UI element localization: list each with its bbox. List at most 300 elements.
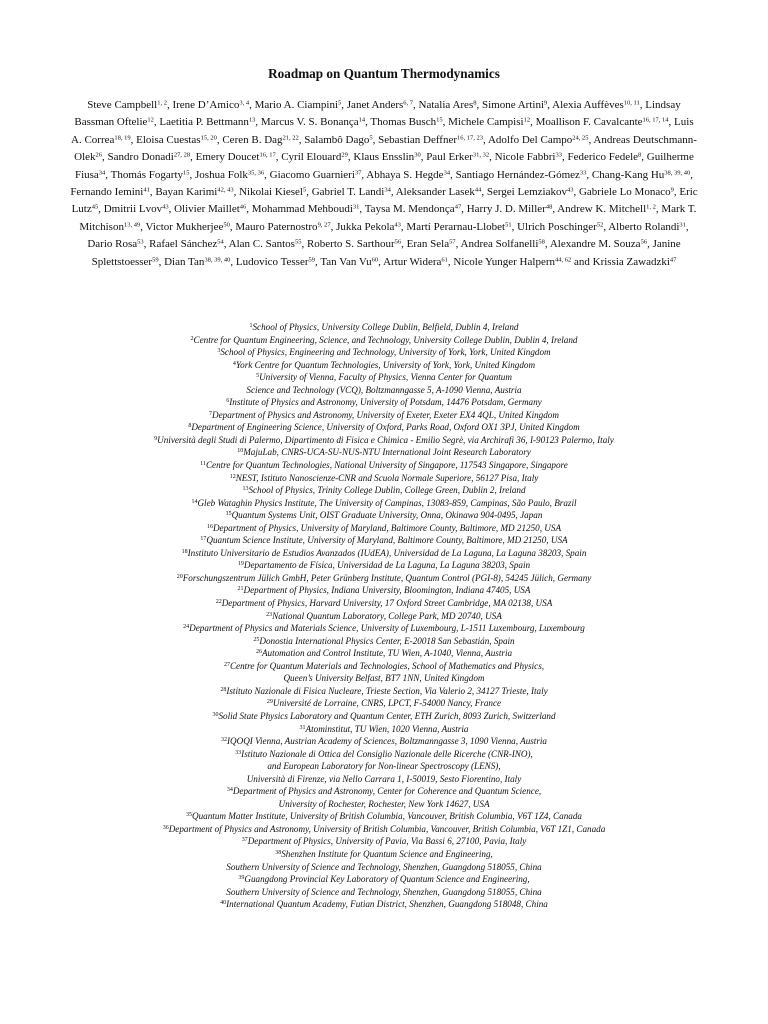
affiliation-line [0, 459, 768, 472]
affiliation-text: Science and Technology (VCQ), Boltzmanngasse 5, A-1090 Vienna, Austria [246, 384, 522, 395]
author-affiliation-ref: 26 [95, 151, 103, 159]
author: Steve Campbell$^{1, 2}$, [87, 99, 170, 111]
affiliation-text: School of Physics, Trinity College Dublin, College Green, Dublin 2, Ireland [248, 485, 526, 496]
affiliation-text: Institute of Physics and Astronomy, University of Potsdam, 14476 Potsdam, Germany [229, 397, 542, 408]
author: Alan C. Santos$^{55}$, [228, 238, 305, 251]
author: Gabriel T. Landi$^{34}$, [311, 186, 394, 199]
author-name: Emery Doucet [195, 151, 260, 164]
author: Martí Perarnau-Llobet$^{51}$, [406, 220, 515, 233]
author-affiliation-ref: 46 [239, 203, 247, 211]
affiliation-number: 29 [266, 699, 273, 706]
author-name: Marcus V. S. Bonança [260, 116, 359, 129]
author-affiliation-ref: 35, 36 [247, 169, 265, 177]
affiliation-text: Quantum Science Institute, University of Maryland, Baltimore County, Baltimore, MD 21250, USA [206, 535, 568, 546]
author-affiliation-ref: 15, 20 [200, 134, 217, 142]
author-name: Joshua Folk [195, 168, 248, 181]
author-name: Salambô Dago [304, 133, 370, 146]
author-name: Dmitrii Lvov [103, 203, 163, 216]
author-name: Jukka Pekola [336, 220, 395, 233]
affiliation-number: 25 [253, 636, 260, 643]
author-name: Lindsay Bassman Oftelie [74, 99, 681, 129]
affiliation-text: IQOQI Vienna, Austrian Academy of Sciences, Boltzmanngasse 3, 1090 Vienna, Austria [226, 736, 547, 747]
affiliation-line [0, 848, 768, 861]
author: Thomas Busch$^{15}$, [370, 116, 446, 129]
affiliation-text: University of Rochester, Rochester, New York 14627, USA [278, 798, 490, 809]
author-name: Dario Rosa [87, 238, 138, 251]
affiliation-line [0, 647, 768, 660]
author-name: Irene D’Amico [172, 99, 240, 111]
affiliation-text: and European Laboratory for Non-linear Spectroscopy (LENS), [267, 761, 501, 772]
author: Adolfo Del Campo$^{24, 25}$, [487, 133, 592, 146]
author-name: Paul Erker [426, 151, 473, 164]
author: Alexandre M. Souza$^{56}$, [549, 238, 650, 251]
author-affiliation-ref: 47 [669, 256, 677, 264]
affiliation-text: Centre for Quantum Materials and Technologies, School of Mathematics and Physics, [229, 660, 545, 671]
author-name: Eloisa Cuestas [136, 133, 201, 146]
author: Gabriele Lo Monaco$^9$, [578, 186, 677, 199]
author: Laetitia P. Bettmann$^{13}$, [159, 116, 259, 129]
author: Thomás Fogarty$^{15}$, [110, 168, 193, 181]
author [593, 256, 677, 268]
author: Irene D’Amico$^{3, 4}$, [172, 99, 252, 111]
affiliation-line [0, 584, 768, 597]
author: Ceren B. Dag$^{21, 22}$, [222, 133, 302, 146]
affiliation-number: 27 [223, 661, 230, 668]
author: Aleksander Lasek$^{44}$, [395, 186, 485, 199]
author: Bayan Karimi$^{42, 43}$, [155, 186, 237, 199]
author-affiliation-ref: 50 [223, 221, 230, 229]
author-name: Alexia Auffèves [552, 99, 624, 111]
author-name: Mark T. Mitchison [79, 203, 697, 233]
author: Dian Tan$^{38, 39, 40}$, [164, 255, 234, 268]
affiliation-number: 35 [186, 812, 193, 819]
affiliation-line [0, 873, 768, 886]
author-name: Adolfo Del Campo [487, 133, 573, 146]
affiliation-text: Department of Physics, Harvard University, 17 Oxford Street Cambridge, MA 02138, USA [221, 598, 553, 609]
affiliation-text: Queen’s University Belfast, BT7 1NN, United Kingdom [283, 673, 485, 684]
affiliation-line [0, 346, 768, 359]
author: Simone Artini$^9$, [481, 99, 551, 111]
affiliation-line [0, 334, 768, 347]
author-affiliation-ref: 31 [352, 203, 360, 211]
author: Giacomo Guarnieri$^{37}$, [269, 168, 365, 181]
affiliation-text: Forschungszentrum Jülich GmbH, Peter Grünberg Institute, Quantum Control (PGI-8), 54245 Jülich, Germany [182, 572, 592, 583]
author-name: Laetitia P. Bettmann [159, 116, 249, 129]
author-affiliation-ref: 34 [384, 186, 391, 194]
affiliation-text: Quantum Systems Unit, OIST Graduate University, Onna, Okinawa 904-0495, Japan [231, 510, 543, 521]
author-name: Martí Perarnau-Llobet [406, 220, 506, 233]
author: Chang-Kang Hu$^{38, 39, 40}$, [591, 168, 694, 181]
author-affiliation-ref: 43 [394, 221, 401, 229]
affiliation-number: 31 [299, 724, 306, 731]
author: Andreas Deutschmann-Olek$^{26}$, [74, 133, 697, 164]
author: Dario Rosa$^{53}$, [87, 238, 147, 251]
author: Victor Mukherjee$^{50}$, [145, 220, 233, 233]
author-name: Santiago Hernández-Gómez [455, 168, 580, 181]
affiliation-text: Istituto Nazionale di Fisica Nucleare, Trieste Section, Via Valerio 2, 34127 Trieste, Italy [226, 685, 548, 696]
author-affiliation-ref: 1, 2 [157, 99, 167, 107]
affiliation-line [0, 898, 768, 911]
author-affiliation-ref: 42, 43 [217, 186, 234, 194]
affiliation-number: 22 [215, 599, 222, 606]
affiliation-number: 10 [237, 448, 244, 455]
author [453, 256, 571, 268]
author-affiliation-ref: 12 [523, 116, 531, 124]
author-name: Taysa M. Mendonça [364, 203, 455, 216]
affiliation-number: 24 [183, 624, 190, 631]
affiliation-line [0, 798, 768, 811]
author-affiliation-ref: 16, 17, 23 [457, 134, 484, 142]
affiliation-line [0, 522, 768, 535]
author-affiliation-ref: 6, 7 [403, 99, 414, 107]
author-affiliation-ref: 37 [354, 169, 362, 177]
author: Mark T. Mitchison$^{13, 49}$, [79, 203, 697, 233]
affiliation-line [0, 785, 768, 798]
author-affiliation-ref: 59 [308, 256, 316, 264]
affiliation-number: 32 [220, 737, 227, 744]
author-affiliation-ref: 9 [670, 186, 674, 194]
affiliation-text: Gleb Wataghin Physics Institute, The University of Campinas, 13083-859, Campinas, São Paulo, Brazil [197, 497, 577, 508]
author-affiliation-ref: 57 [449, 238, 456, 246]
affiliation-line [0, 547, 768, 560]
author: Janine Splettstoesser$^{59}$, [91, 238, 681, 268]
affiliation-text: Department of Physics, University of Maryland, Baltimore County, Baltimore, MD 21250, USA [212, 522, 562, 533]
author: Dmitrii Lvov$^{43}$, [103, 203, 172, 216]
affiliation-line [0, 710, 768, 723]
affiliation-text: Department of Physics and Astronomy, Center for Coherence and Quantum Science, [232, 786, 542, 797]
affiliation-text: School of Physics, University College Dublin, Belfield, Dublin 4, Ireland [252, 322, 519, 332]
affiliation-line [0, 597, 768, 610]
author-name: Natalia Ares [418, 99, 474, 111]
author-name: Sebastian Deffner [378, 133, 458, 146]
author: Moallison F. Cavalcante$^{16, 17, 14}$, [535, 116, 672, 129]
affiliation-number: 23 [266, 611, 273, 618]
author-name: Thomás Fogarty [110, 168, 184, 181]
affiliation-number: 3 [217, 348, 221, 355]
affiliation-line [0, 421, 768, 434]
affiliation-text: Università di Firenze, via Nello Carrara 1, I-50019, Sesto Fiorentino, Italy [246, 773, 522, 784]
affiliation-text: Departamento de Física, Universidad de La Laguna, La Laguna 38203, Spain [243, 560, 531, 571]
affiliation-number: 19 [237, 561, 244, 568]
author-name: Krissia Zawadzki [592, 255, 670, 268]
affiliation-line [0, 697, 768, 710]
affiliation-number: 1 [249, 323, 253, 329]
author-affiliation-ref: 43 [566, 186, 574, 194]
author-affiliation-ref: 15 [436, 116, 443, 124]
affiliation-number: 7 [209, 410, 213, 417]
author-name: Olivier Maillet [174, 203, 240, 216]
author-affiliation-ref: 13, 49 [123, 221, 141, 229]
author-name: Guilherme Fiusa [74, 151, 694, 181]
author: Harry J. D. Miller$^{48}$, [466, 203, 556, 216]
affiliation-line [0, 635, 768, 648]
author-name: Federico Fedele [567, 151, 639, 164]
author: Eric Lutz$^{45}$, [71, 186, 698, 216]
affiliation-line [0, 735, 768, 748]
author: Paul Erker$^{31, 32}$, [426, 151, 492, 164]
affiliation-text: Department of Physics and Astronomy, University of Exeter, Exeter EX4 4QL, United Kingdom [212, 409, 559, 420]
affiliation-text: NEST, Istituto Nanoscienze-CNR and Scuola Normale Superiore, 56127 Pisa, Italy [235, 472, 539, 483]
author-name: Nicole Yunger Halpern [453, 255, 555, 268]
author: Abhaya S. Hegde$^{34}$, [366, 168, 453, 181]
author-name: Chang-Kang Hu [591, 168, 665, 181]
author-affiliation-ref: 5 [302, 186, 307, 194]
affiliation-number: 30 [212, 711, 219, 718]
affiliation-number: 33 [235, 749, 242, 756]
affiliation-line [0, 321, 768, 334]
affiliation-text: University of Vienna, Faculty of Physics, Vienna Center for Quantum [259, 372, 512, 383]
author: Natalia Ares$^8$, [418, 99, 480, 111]
affiliation-line [0, 371, 768, 384]
author-name: Mario A. Ciampini [254, 99, 339, 111]
author: Federico Fedele$^8$, [567, 151, 645, 164]
affiliation-line [0, 359, 768, 372]
affiliation-line [0, 660, 768, 673]
author-affiliation-ref: 30 [414, 151, 421, 159]
author-name: Michele Campisi [448, 116, 524, 129]
author-name: Harry J. D. Miller [466, 203, 546, 216]
author: Klaus Ensslin$^{30}$, [353, 151, 424, 164]
affiliation-line [0, 446, 768, 459]
author-affiliation-ref: 13 [248, 116, 256, 124]
author: Andrea Solfanelli$^{58}$, [460, 238, 548, 251]
affiliation-number: 5 [256, 373, 260, 380]
author: Eloisa Cuestas$^{15, 20}$, [136, 133, 220, 146]
affiliation-text: Department of Physics, Indiana University, Bloomington, Indiana 47405, USA [243, 585, 531, 596]
author: Nicole Fabbri$^{33}$, [494, 151, 565, 164]
author-affiliation-ref: 41 [143, 186, 150, 194]
affiliation-text: Université de Lorraine, CNRS, LPCT, F-54000 Nancy, France [272, 698, 502, 709]
affiliation-line [0, 810, 768, 823]
author-name: Mohammad Mehboudi [251, 203, 353, 216]
author-affiliation-ref: 61 [441, 256, 448, 264]
affiliation-number: 15 [225, 511, 232, 518]
author: Lindsay Bassman Oftelie$^{12}$, [74, 99, 681, 129]
author-name: Alberto Rolandi [608, 220, 680, 233]
author-affiliation-ref: 3, 4 [239, 99, 250, 107]
author-name: Andrea Solfanelli [460, 238, 539, 251]
affiliation-text: Department of Physics and Astronomy, University of British Columbia, Vancouver, British Columbia, V6T 1Z1, Canada [168, 823, 606, 834]
author: Cyril Elouard$^{29}$, [281, 151, 351, 164]
author-name: Tan Van Vu [320, 255, 372, 268]
affiliation-number: 26 [255, 649, 262, 656]
author-affiliation-ref: 45 [91, 203, 99, 211]
affiliation-line [0, 886, 768, 899]
affiliation-list [0, 321, 768, 911]
author-affiliation-ref: 51 [505, 221, 512, 229]
author-conjunction: and [574, 255, 590, 268]
author-affiliation-ref: 44 [474, 186, 482, 194]
author-name: Nicole Fabbri [494, 151, 556, 164]
author-affiliation-ref: 21, 22 [282, 134, 299, 142]
author: Olivier Maillet$^{46}$, [174, 203, 250, 216]
author-name: Klaus Ensslin [353, 151, 415, 164]
author-affiliation-ref: 16, 17, 14 [642, 116, 669, 124]
author: Fernando Iemini$^{41}$, [70, 186, 153, 199]
affiliation-line [0, 622, 768, 635]
author-affiliation-ref: 44, 62 [555, 256, 572, 264]
affiliation-line [0, 559, 768, 572]
author: Janet Anders$^{6, 7}$, [346, 99, 416, 111]
affiliation-number: 40 [220, 900, 227, 907]
author-affiliation-ref: 18, 19 [114, 134, 131, 142]
author: Emery Doucet$^{16, 17}$, [195, 151, 279, 164]
author-affiliation-ref: 58 [538, 238, 545, 246]
affiliation-number: 12 [229, 473, 236, 480]
author-name: Mauro Paternostro [235, 220, 318, 233]
affiliation-number: 18 [181, 548, 188, 555]
author-affiliation-ref: 29 [341, 151, 348, 159]
author: Guilherme Fiusa$^{34}$, [74, 151, 694, 181]
author-affiliation-ref: 5 [369, 134, 373, 142]
affiliation-text: Department of Physics and Materials Science, University of Luxembourg, L-1511 Luxembourg, Luxembourg [189, 623, 585, 634]
author-affiliation-ref: 33 [555, 151, 562, 159]
author: Mauro Paternostro$^{9, 27}$, [235, 220, 334, 233]
author: Sandro Donadi$^{27, 28}$, [107, 151, 193, 164]
affiliation-text: National Quantum Laboratory, College Park, MD 20740, USA [272, 610, 502, 621]
affiliation-number: 11 [200, 461, 206, 468]
author-list [70, 97, 698, 271]
affiliation-text: Atominstitut, TU Wien, 1020 Vienna, Austria [305, 723, 469, 734]
affiliation-number: 8 [188, 423, 192, 430]
author-name: Fernando Iemini [70, 186, 144, 199]
author: Jukka Pekola$^{43}$, [336, 220, 404, 233]
affiliation-line [0, 497, 768, 510]
author-affiliation-ref: 31, 32 [472, 151, 490, 159]
affiliation-text: Southern University of Science and Technology, Shenzhen, Guangdong 518055, China [226, 886, 542, 897]
author-affiliation-ref: 38, 39, 40 [664, 169, 691, 177]
author-name: Thomas Busch [370, 116, 437, 129]
affiliation-number: 4 [232, 360, 236, 367]
affiliation-text: Donostia International Physics Center, E-20018 San Sebastián, Spain [259, 635, 515, 646]
author-name: Cyril Elouard [281, 151, 342, 164]
affiliation-number: 37 [241, 837, 248, 844]
affiliation-number: 34 [226, 787, 233, 794]
affiliation-text: Automation and Control Institute, TU Wien, A-1040, Vienna, Austria [261, 648, 513, 659]
affiliation-line [0, 861, 768, 874]
paper-title: Roadmap on Quantum Thermodynamics [268, 66, 500, 81]
author: Michele Campisi$^{12}$, [448, 116, 533, 129]
author-name: Ludovico Tesser [235, 255, 309, 268]
author-name: Luis A. Correa [71, 116, 694, 146]
affiliation-text: Guangdong Provincial Key Laboratory of Quantum Science and Engineering, [244, 874, 530, 885]
author-affiliation-ref: 53 [137, 238, 144, 246]
author-name: Ulrich Poschinger [517, 220, 597, 233]
author-affiliation-ref: 38, 39, 40 [204, 256, 231, 264]
author-affiliation-ref: 10, 11 [623, 99, 640, 107]
affiliation-number: 16 [206, 523, 213, 530]
author: Nikolai Kiesel$^5$, [239, 186, 309, 199]
author: Salambô Dago$^5$, [304, 133, 376, 146]
affiliation-text: Southern University of Science and Technology, Shenzhen, Guangdong 518055, China [226, 861, 542, 872]
affiliation-text: Università degli Studi di Palermo, Dipartimento di Fisica e Chimica - Emilio Segrè, via Archirafi 36, I-90123 Palermo, Italy [157, 434, 614, 445]
author-affiliation-ref: 55 [294, 238, 302, 246]
affiliation-number: 21 [237, 586, 244, 593]
author-name: Andreas Deutschmann-Olek [74, 133, 697, 164]
affiliation-number: 28 [220, 686, 227, 693]
author-name: Bayan Karimi [155, 186, 218, 199]
affiliation-line [0, 672, 768, 685]
affiliation-line [0, 823, 768, 836]
affiliation-line [0, 509, 768, 522]
affiliation-number: 13 [242, 486, 249, 493]
author-name: Andrew K. Mitchell [557, 203, 647, 216]
author-name: Gabriel T. Landi [311, 186, 385, 199]
affiliation-line [0, 396, 768, 409]
author-name: Roberto S. Sarthour [306, 238, 395, 251]
affiliation-text: Quantum Matter Institute, University of British Columbia, Vancouver, British Columbia, V6T 1Z4, Canada [192, 811, 582, 822]
affiliation-text: Shenzhen Institute for Quantum Science and Engineering, [281, 848, 493, 859]
affiliation-line [0, 472, 768, 485]
affiliation-text: Centre for Quantum Technologies, National University of Singapore, 117543 Singapore, Singapore [205, 460, 568, 471]
author-name: Eric Lutz [71, 186, 698, 216]
author-name: Abhaya S. Hegde [366, 168, 444, 181]
author: Eran Sela$^{57}$, [406, 238, 459, 251]
affiliation-line [0, 723, 768, 736]
author: Ulrich Poschinger$^{52}$, [517, 220, 607, 233]
affiliation-line [0, 534, 768, 547]
author-affiliation-ref: 15 [183, 169, 190, 177]
affiliation-number: 14 [191, 498, 198, 505]
author-name: Janet Anders [346, 99, 404, 111]
author-name: Giacomo Guarnieri [269, 168, 355, 181]
affiliation-number: 6 [226, 398, 230, 405]
affiliation-number: 2 [190, 335, 194, 342]
author: Joshua Folk$^{35, 36}$, [195, 168, 267, 181]
author: Santiago Hernández-Gómez$^{33}$, [455, 168, 590, 181]
author-affiliation-ref: 59 [152, 256, 159, 264]
author-affiliation-ref: 47 [454, 203, 462, 211]
author-name: Sergei Lemziakov [486, 186, 567, 199]
author-affiliation-ref: 34 [98, 169, 106, 177]
author: Andrew K. Mitchell$^{1, 2}$, [557, 203, 659, 216]
author-affiliation-ref: 16, 17 [259, 151, 276, 159]
affiliation-text: Centre for Quantum Engineering, Science, and Technology, University College Dublin, Dublin 4, Ireland [193, 334, 578, 345]
affiliation-line [0, 835, 768, 848]
author-affiliation-ref: 1, 2 [646, 203, 656, 211]
author-name: Alan C. Santos [228, 238, 295, 251]
affiliation-text: Instituto Universitario de Estudios Avanzados (IUdEA), Universidad de La Laguna, La Laguna 38203, Spain [187, 547, 587, 558]
author-affiliation-ref: 54 [217, 238, 224, 246]
author: Roberto S. Sarthour$^{56}$, [306, 238, 404, 251]
author-affiliation-ref: 48 [545, 203, 553, 211]
author-name: Artur Widera [383, 255, 442, 268]
author-affiliation-ref: 27, 28 [173, 151, 191, 159]
author: Taysa M. Mendonça$^{47}$, [364, 203, 464, 216]
affiliation-number: 17 [200, 536, 207, 543]
author-affiliation-ref: 33 [579, 169, 587, 177]
author-name: Steve Campbell [87, 99, 158, 111]
author-name: Sandro Donadi [107, 151, 174, 164]
author-name: Rafael Sánchez [149, 238, 218, 251]
author: Artur Widera$^{61}$, [383, 255, 451, 268]
affiliation-text: International Quantum Academy, Futian District, Shenzhen, Guangdong 518048, China [226, 899, 548, 910]
affiliation-line [0, 572, 768, 585]
author: Ludovico Tesser$^{59}$, [235, 255, 318, 268]
affiliation-line [0, 760, 768, 773]
author-affiliation-ref: 34 [443, 169, 451, 177]
affiliation-text: MajuLab, CNRS-UCA-SU-NUS-NTU International Joint Research Laboratory [243, 447, 531, 458]
author-affiliation-ref: 5 [338, 99, 342, 107]
author: Mario A. Ciampini$^5$, [254, 99, 345, 111]
affiliation-text: Department of Engineering Science, University of Oxford, Parks Road, Oxford OX1 3PJ, United Kingdom [191, 422, 580, 433]
author-name: Janine Splettstoesser [91, 238, 681, 268]
author-affiliation-ref: 9, 27 [317, 221, 331, 229]
author-name: Simone Artini [481, 99, 545, 111]
affiliation-line [0, 484, 768, 497]
author-affiliation-ref: 31 [679, 221, 686, 229]
affiliation-number: 20 [176, 573, 183, 580]
